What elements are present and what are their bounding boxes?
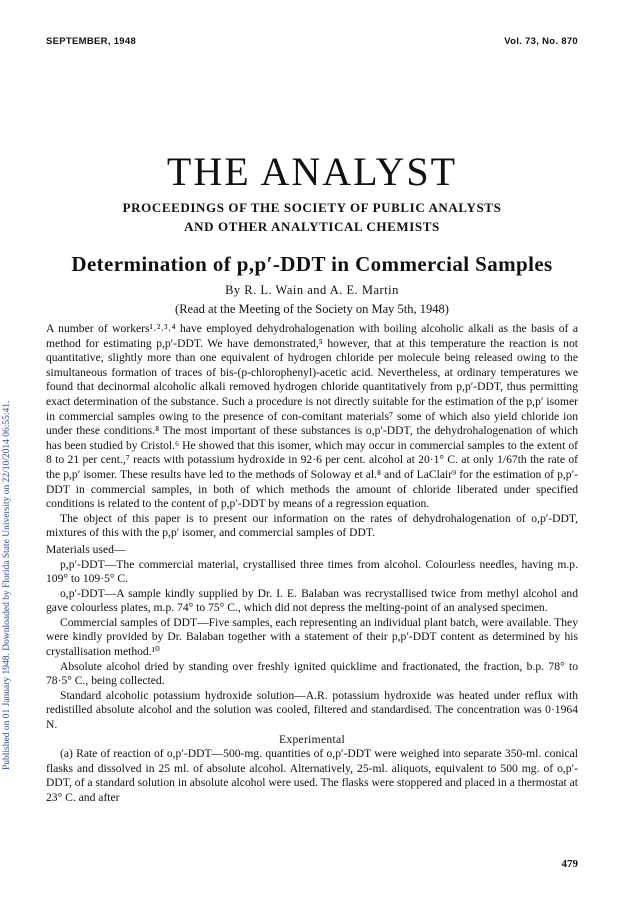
society-name (0, 198, 624, 236)
volume-number: Vol. 73, No. 870 (504, 36, 578, 47)
society-line-1: PROCEEDINGS OF THE SOCIETY OF PUBLIC ANALYSTS (122, 200, 502, 215)
paragraph: Absolute alcohol dried by standing over freshly ignited quicklime and fractionated, the fraction, b.p. 78° to 78·5° C., being collected. (46, 659, 578, 688)
society-line-2: AND OTHER ANALYTICAL CHEMISTS (184, 219, 440, 234)
section-heading-materials: Materials used— (46, 542, 126, 556)
article-byline: By R. L. Wain and A. E. Martin (225, 283, 399, 297)
paragraph: Standard alcoholic potassium hydroxide solution—A.R. potassium hydroxide was heated under reflux with redistilled absolute alcohol and the solution was cooled, filtered and standardised. The concentration was 0·1964 N. (46, 688, 578, 732)
page-number: 479 (561, 858, 578, 870)
article-title: Determination of p,p′-DDT in Commercial Samples (71, 252, 553, 276)
paragraph: p,p′-DDT—The commercial material, crystallised three times from alcohol. Colourless needles, having m.p. 109° to 109·5° C. (46, 557, 578, 586)
download-notice: Published on 01 January 1948. Downloaded by Florida State University on 22/10/2014 06:55:41. (2, 400, 12, 770)
paragraph: Commercial samples of DDT—Five samples, each representing an individual plant batch, were available. They were kindly provided by Dr. Balaban together with a statement of their p,p′-DDT content as determined by his crystallisation method.¹⁰ (46, 615, 578, 659)
article-body (46, 322, 578, 806)
paragraph: The object of this paper is to present our information on the rates of dehydrohalogenation of o,p′-DDT, mixtures of this with the p,p′ isomer, and commercial samples of DDT. (46, 511, 578, 540)
journal-title: THE ANALYST (166, 149, 458, 194)
issue-date: SEPTEMBER, 1948 (46, 36, 137, 47)
paragraph: A number of workers¹˒²˒³˒⁴ have employed dehydrohalogenation with boiling alcoholic alkali as the basis of a method for estimating p,p′-DDT. We have demonstrated,⁵ however, that at this temperature the reaction is not quantitative, slightly more than one equivalent of hydrogen chloride per molecule being released owing to the simultaneous formation of traces of bis-(p-chlorophenyl)-acetic acid. Nevertheless, at ordinary temperatures we found that decinormal alcoholic alkali removed hydrogen chloride quantitatively from p,p′-DDT, thus permitting exact determination of the substance. Such a procedure is not directly suitable for the estimation of the p,p′ isomer in commercial samples owing to the presence of con-comitant materials⁷ some of which also yield chloride ion under these conditions.⁸ The most important of these substances is o,p′-DDT, the dehydrohalogenation of which has been studied by Cristol.⁶ He showed that this isomer, which may occur in commercial samples to the extent of 8 to 21 per cent.,⁷ reacts with potassium hydroxide in 92·6 per cent. alcohol at 20·1° C. at only 1/67th the rate of the p,p′ isomer. These results have led to the methods of Soloway et al.⁸ and of LaClair⁹ for the estimation of p,p′-DDT in commercial samples, in both of which methods the amount of chloride liberated under specified conditions is related to the content of p,p′-DDT by means of a regression equation. (46, 322, 578, 511)
paragraph: (a) Rate of reaction of o,p′-DDT—500-mg. quantities of o,p′-DDT were weighed into separate 350-ml. conical flasks and dissolved in 25 ml. of absolute alcohol. Alternatively, 25-ml. aliquots, equivalent to 500 mg. of o,p′-DDT, of a standard solution in absolute alcohol were used. The flasks were stoppered and placed in a thermostat at 23° C. and after (46, 747, 578, 804)
meeting-note: (Read at the Meeting of the Society on May 5th, 1948) (175, 302, 449, 316)
section-heading-experimental: Experimental (278, 732, 346, 746)
paragraph: o,p′-DDT—A sample kindly supplied by Dr. I. E. Balaban was recrystallised twice from methyl alcohol and gave colourless plates, m.p. 74° to 75° C., which did not depress the melting-point of an analysed specimen. (46, 586, 578, 615)
